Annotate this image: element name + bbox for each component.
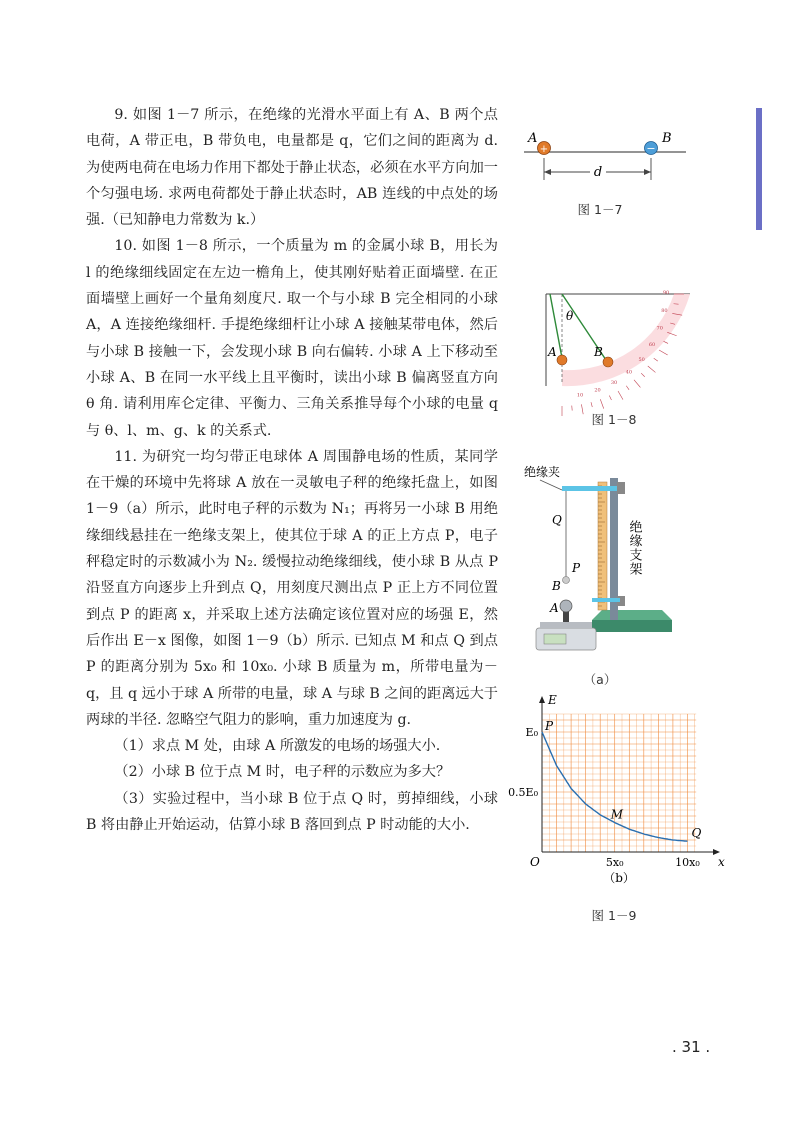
base-top: [592, 610, 672, 620]
label-theta: θ: [566, 309, 574, 323]
protractor-label: 40: [625, 369, 633, 376]
base-plate: [592, 620, 672, 632]
point-label-q: Q: [691, 826, 702, 841]
label-a: A: [548, 345, 557, 359]
ball-a: [557, 355, 567, 365]
x-tick-label: 5x₀: [605, 856, 624, 869]
y-axis-label: E: [548, 693, 557, 707]
page-number: . 31 .: [672, 1038, 711, 1056]
scale-display: [544, 634, 566, 644]
figure-1-8: [542, 290, 692, 399]
protractor-label: 10: [576, 392, 584, 399]
text-column: [86, 102, 498, 838]
protractor-label: 20: [594, 387, 601, 394]
y-tick-label: 0.5E₀: [508, 786, 538, 799]
caption-fig-1-8: 图 1－8: [591, 412, 637, 427]
scale-tray: [540, 622, 592, 628]
x-tick-label: 10x₀: [675, 856, 700, 869]
charge-b-sign: −: [646, 142, 656, 155]
stand-label-char: 架: [626, 562, 642, 575]
caption-fig-1-9: 图 1－9: [591, 908, 637, 923]
figure-1-7: [520, 128, 690, 190]
y-axis-arrow: [539, 696, 545, 703]
protractor-tick: [591, 402, 592, 407]
label-clamp: 绝缘夹: [524, 465, 561, 479]
point-label-p: P: [545, 719, 554, 733]
protractor-label: 70: [656, 325, 663, 332]
top-arm: [562, 486, 622, 491]
label-a: A: [528, 131, 538, 146]
protractor-label: 60: [648, 342, 656, 348]
protractor-tick: [600, 399, 603, 408]
ball-b: [563, 577, 570, 584]
label-b: B: [662, 131, 672, 146]
figure-1-9b-chart: [508, 693, 725, 900]
protractor-label: 80: [661, 308, 668, 315]
top-clamp: [617, 482, 625, 494]
protractor-label: 30: [610, 380, 618, 387]
arrow-left: [544, 169, 551, 175]
protractor-label: 50: [638, 356, 645, 363]
label-b: B: [552, 579, 561, 593]
mid-arm: [592, 598, 620, 602]
figure-1-9a: [522, 460, 692, 660]
problem-11-q2: （2）小球 B 位于点 M 时，电子秤的示数应为多大？: [114, 764, 451, 781]
sub-caption-a: （a）: [583, 672, 617, 687]
ball-b: [603, 357, 613, 367]
caption-fig-1-7: 图 1－7: [577, 202, 623, 217]
problem-10: 10. 如图 1－8 所示，一个质量为 m 的金属小球 B，用长为 l 的绝缘细线固定在左边一檐角上，使其刚好贴着正面墙壁. 在正面墙壁上画好一个量角刻度尺. 取一个与小球 B 完全相同的小球 A，A 连接绝缘细杆. 手提绝缘细杆让小球 A 接触某带电体，然后与小球 B 接触一下，会发现小球 B 向右偏转. 小球 A 上下移动至小球 A、B 在同一水平线上且平衡时，读出小球 B 偏离竖直方向 θ 角. 请利用库仑定律、平衡力、三角关系推导每个小球的电量 q 与 θ、l、m、g、k 的关系式.: [86, 238, 498, 439]
y-tick-label: E₀: [525, 726, 538, 739]
x-axis-label: x: [718, 855, 725, 869]
label-p: P: [572, 561, 581, 575]
protractor-tick: [609, 396, 611, 401]
label-d: d: [593, 165, 603, 180]
arrow-right: [644, 169, 651, 175]
problem-11-q1: （1）求点 M 处，由球 A 所激发的电场的场强大小.: [114, 738, 441, 755]
chapter-side-tab: [756, 108, 762, 230]
label-stand: [627, 520, 643, 575]
origin-label: O: [530, 855, 540, 869]
stand-label-char: 缘: [626, 534, 642, 547]
point-label-m: M: [610, 807, 624, 822]
clamp-pointer: [540, 480, 562, 490]
problem-9: 9. 如图 1－7 所示，在绝缘的光滑水平面上有 A、B 两个点电荷，A 带正电，B 带负电，电量都是 q，它们之间的距离为 d. 为使两电荷在电场力作用下都处于静止状态，必须在水平方向加一个匀强电场. 求两电荷都处于静止状态时，AB 连线的中点处的场强.（已知静电力常数为 k.）: [86, 107, 498, 229]
label-q: Q: [552, 513, 562, 527]
protractor-tick: [626, 386, 629, 390]
stand-label-char: 绝: [626, 520, 642, 533]
charge-a-sign: +: [539, 144, 549, 155]
ball-a: [560, 600, 572, 612]
protractor-label: 90: [662, 290, 670, 296]
protractor-tick: [618, 391, 623, 400]
problem-11-q3: （3）实验过程中，当小球 B 位于点 Q 时，剪掉细线，小球 B 将由静止开始运动，估算小球 B 落回到点 P 时动能的大小.: [86, 790, 498, 834]
label-a: A: [550, 601, 559, 615]
sub-caption-b: （b）: [603, 871, 635, 885]
stand-label-char: 支: [626, 548, 642, 561]
label-b: B: [594, 345, 603, 359]
problem-11: 11. 为研究一均匀带正电球体 A 周围静电场的性质，某同学在干燥的环境中先将球 A 放在一灵敏电子秤的绝缘托盘上，如图 1－9（a）所示，此时电子秤的示数为 N₁；再将另一小球 B 用绝缘细线悬挂在一绝缘支架上，使其位于球 A 的正上方点 P，电子秤稳定时的示数减小为 N₂. 缓慢拉动绝缘细线，使小球 B 从点 P 沿竖直方向逐步上升到点 Q，用刻度尺测出点 P 正上方不同位置到点 P 的距离 x，并采取上述方法确定该位置对应的场强 E，然后作出 E－x 图像，如图 1－9（b）所示. 已知点 M 和点 Q 到点 P 的距离分别为 5x₀ 和 10x₀. 小球 B 质量为 m，所带电量为－q，且 q 远小于球 A 所带的电量，球 A 与球 B 之间的距离远大于两球的半径. 忽略空气阻力的影响，重力加速度为 g.: [86, 448, 498, 728]
